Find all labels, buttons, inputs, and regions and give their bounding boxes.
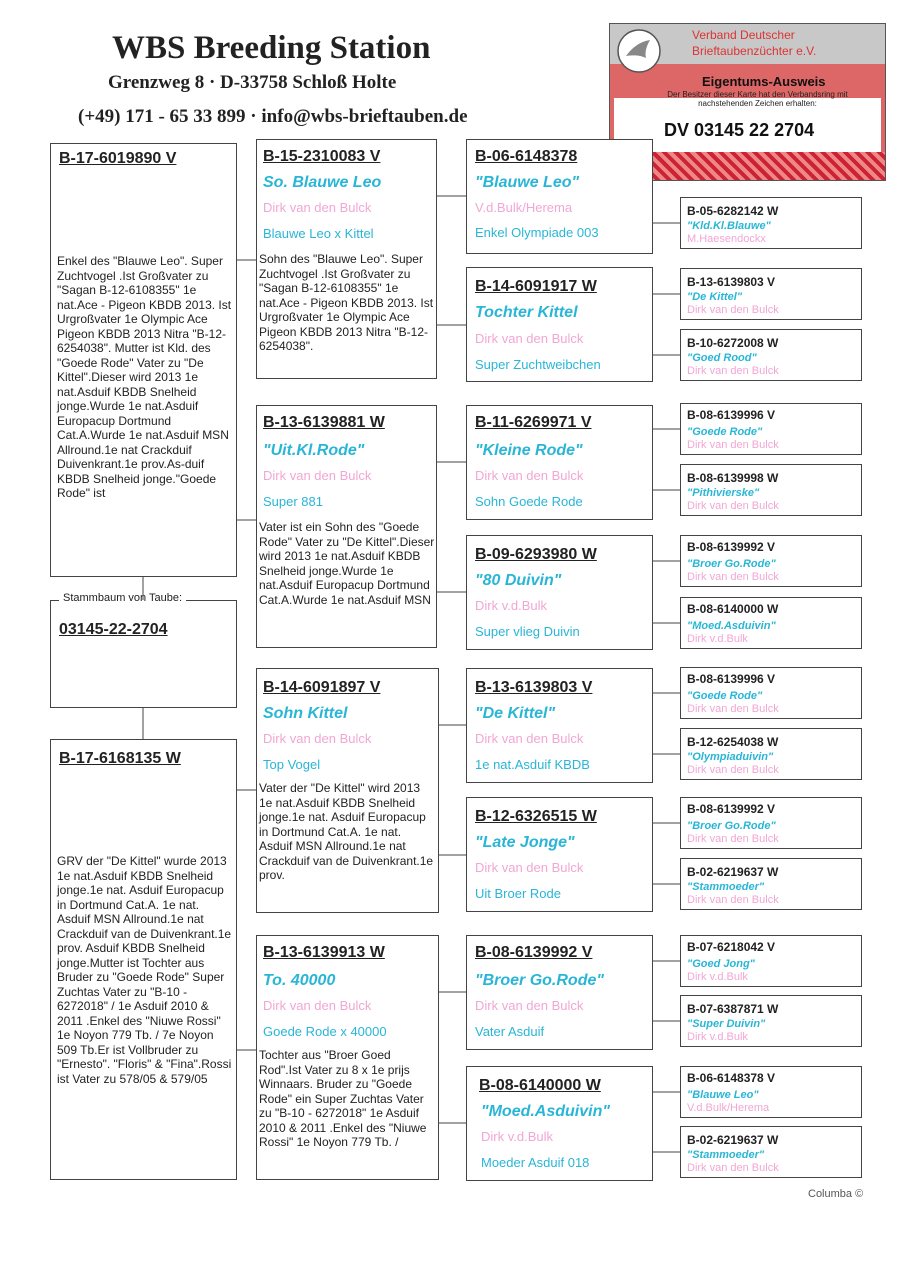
- gen3-note: 1e nat.Asduif KBDB: [475, 757, 590, 772]
- breeder-contact: (+49) 171 - 65 33 899 · info@wbs-brieftauben.de: [78, 106, 468, 127]
- gen4-name: "Goed Jong": [687, 958, 755, 970]
- gen2-ring: B-13-6139913 W: [263, 944, 385, 961]
- gen3-ring: B-08-6139992 V: [475, 944, 593, 961]
- sire-description: Enkel des "Blauwe Leo". Super Zuchtvogel .Ist Großvater zu "Sagan B-12-6108355" 1e nat.Ace - Pigeon KBDB 2013. Ist Urgroßvater 1e Olympic Ace Pigeon KBDB 2013 Nitra "B-12-6254038". Mutter ist Kld. des "Goede Rode" Vater zu "De Kittel".Dieser wird 2013 1e nat.Asduif KBDB Snelheid jonge.Wurde 1e nat.Asduif Europacup Dortmund Cat.A.Wurde 1e nat.Asduif MSN Allround.1e nat Crackduif Duivenkrant.1e prov.As-duif KBDB Snelheid jonge."Goede Rode" ist: [57, 254, 232, 500]
- gen4-breeder: Dirk v.d.Bulk: [687, 971, 748, 983]
- gen4-name: "Blauwe Leo": [687, 1089, 759, 1101]
- gen3-note: Super vlieg Duivin: [475, 624, 580, 639]
- gen3-ring: B-09-6293980 W: [475, 546, 597, 563]
- gen4-breeder: Dirk van den Bulck: [687, 703, 779, 715]
- gen4-breeder: Dirk v.d.Bulk: [687, 1031, 748, 1043]
- gen4-breeder: Dirk van den Bulck: [687, 833, 779, 845]
- gen4-ring: B-08-6139998 W: [687, 471, 779, 485]
- gen4-breeder: Dirk van den Bulck: [687, 365, 779, 377]
- gen2-note: Blauwe Leo x Kittel: [263, 226, 374, 241]
- gen2-description: Vater der "De Kittel" wird 2013 1e nat.Asduif KBDB Snelheid jonge.1e nat. Asduif Europacup in Dortmund Cat.A. 1e nat. Asduif MSN Allround.1e nat Crackduif van de Duivenkrant.1e prov.: [259, 781, 434, 882]
- gen2-note: Top Vogel: [263, 757, 321, 772]
- dam-ring: B-17-6168135 W: [59, 750, 181, 767]
- card-org-line1: Verband Deutscher: [692, 28, 795, 42]
- gen3-name: "80 Duivin": [475, 572, 562, 589]
- subject-label: Stammbaum von Taube:: [59, 592, 186, 604]
- gen2-description: Vater ist ein Sohn des "Goede Rode" Vater zu "De Kittel".Dieser wird 2013 1e nat.Asduif KBDB Snelheid jonge.Wurde 1e nat.Asduif Europacup Dortmund Cat.A.Wurde 1e nat.Asduif MSN: [259, 520, 435, 607]
- gen3-breeder: Dirk v.d.Bulk: [481, 1129, 553, 1144]
- gen4-name: "Broer Go.Rode": [687, 558, 776, 570]
- gen3-ring: B-06-6148378: [475, 148, 578, 165]
- gen3-breeder: Dirk van den Bulck: [475, 731, 584, 746]
- gen2-name: So. Blauwe Leo: [263, 174, 382, 191]
- gen4-name: "Moed.Asduivin": [687, 620, 776, 632]
- gen4-ring: B-08-6140000 W: [687, 602, 779, 616]
- gen4-name: "Goede Rode": [687, 690, 763, 702]
- card-number: DV 03145 22 2704: [664, 120, 815, 140]
- gen3-ring: B-13-6139803 V: [475, 679, 593, 696]
- footer-credit: Columba ©: [808, 1188, 864, 1200]
- gen3-note: Sohn Goede Rode: [475, 494, 583, 509]
- gen4-ring: B-05-6282142 W: [687, 204, 779, 218]
- dam-description: GRV der "De Kittel" wurde 2013 1e nat.Asduif KBDB Snelheid jonge.1e nat. Asduif Europacup in Dortmund Cat.A. 1e nat. Asduif MSN Allround.1e nat Crackduif van de Duivenkrant.1e prov. Asduif KBDB Snelheid jonge.Mutter ist Tochter aus Bruder zu "Goede Rode" Super Zuchtas Vater zu "B-10 - 6272018" / 1e Asduif 2010 & 2011 .Enkel des "Niuwe Rossi" 1e Noyon 779 Tb. / 7e Noyon 509 Tb.Er ist Vollbruder zu "Ernesto". "Floris" & "Fina".Rossi ist Vater zu 578/05 & 579/05: [57, 854, 232, 1086]
- gen3-note: Super Zuchtweibchen: [475, 357, 601, 372]
- card-text: Der Besitzer dieser Karte hat den Verbandsring mit nachstehenden Zeichen erhalten:: [667, 90, 848, 108]
- gen4-name: "Goed Rood": [687, 352, 757, 364]
- gen4-breeder: Dirk van den Bulck: [687, 571, 779, 583]
- gen4-breeder: Dirk van den Bulck: [687, 304, 779, 316]
- subject-ring: 03145-22-2704: [59, 621, 168, 638]
- gen2-name: "Uit.Kl.Rode": [263, 442, 365, 459]
- gen3-name: "Kleine Rode": [475, 442, 583, 459]
- gen2-breeder: Dirk van den Bulck: [263, 468, 372, 483]
- gen3-note: Vater Asduif: [475, 1024, 545, 1039]
- gen2-breeder: Dirk van den Bulck: [263, 200, 372, 215]
- gen2-note: Super 881: [263, 494, 323, 509]
- gen3-ring: B-08-6140000 W: [479, 1077, 601, 1094]
- gen4-ring: B-02-6219637 W: [687, 865, 779, 879]
- gen2-note: Goede Rode x 40000: [263, 1024, 387, 1039]
- gen4-breeder: Dirk van den Bulck: [687, 1162, 779, 1174]
- gen3-name: Tochter Kittel: [475, 304, 578, 321]
- gen3-ring: B-14-6091917 W: [475, 278, 597, 295]
- gen4-breeder: Dirk van den Bulck: [687, 439, 779, 451]
- gen3-ring: B-11-6269971 V: [475, 414, 592, 431]
- gen4-ring: B-08-6139992 V: [687, 540, 776, 554]
- gen3-name: "Moed.Asduivin": [481, 1103, 610, 1120]
- gen4-breeder: V.d.Bulk/Herema: [687, 1102, 770, 1114]
- gen4-ring: B-07-6387871 W: [687, 1002, 779, 1016]
- gen4-name: "Pithivierske": [687, 487, 760, 499]
- gen4-ring: B-08-6139996 V: [687, 672, 776, 686]
- gen4-name: "Olympiaduivin": [687, 751, 774, 763]
- gen2-description: Tochter aus "Broer Goed Rod".Ist Vater zu 8 x 1e prijs Winnaars. Bruder zu "Goede Rode" ein Super Zuchtas Vater zu "B-10 - 6272018" 1e Asduif 2010 & 2011 .Enkel des "Niuwe Rossi" 1e Noyon 779 Tb. /: [259, 1048, 427, 1149]
- gen2-description: Sohn des "Blauwe Leo". Super Zuchtvogel .Ist Großvater zu "Sagan B-12-6108355" 1e nat.Ace - Pigeon KBDB 2013. Ist Urgroßvater 1e Olympic Ace Pigeon KBDB 2013 Nitra "B-12-6254038".: [259, 252, 434, 353]
- gen2-name: To. 40000: [263, 972, 336, 989]
- card-org-line2: Brieftaubenzüchter e.V.: [692, 44, 817, 58]
- gen2-breeder: Dirk van den Bulck: [263, 998, 372, 1013]
- gen3-ring: B-12-6326515 W: [475, 808, 597, 825]
- gen4-name: "Stammoeder": [687, 881, 765, 893]
- gen3-breeder: Dirk van den Bulck: [475, 468, 584, 483]
- gen4-ring: B-02-6219637 W: [687, 1133, 779, 1147]
- gen4-breeder: Dirk van den Bulck: [687, 894, 779, 906]
- gen4-name: "Stammoeder": [687, 1149, 765, 1161]
- gen2-ring: B-15-2310083 V: [263, 148, 381, 165]
- gen3-name: "Late Jonge": [475, 834, 575, 851]
- breeder-title: WBS Breeding Station: [112, 30, 431, 66]
- gen4-breeder: Dirk van den Bulck: [687, 500, 779, 512]
- gen3-name: "Broer Go.Rode": [475, 972, 604, 989]
- gen4-name: "Kld.Kl.Blauwe": [687, 220, 771, 232]
- gen2-ring: B-14-6091897 V: [263, 679, 381, 696]
- gen4-ring: B-12-6254038 W: [687, 735, 779, 749]
- gen4-ring: B-06-6148378 V: [687, 1071, 776, 1085]
- gen4-name: "Super Duivin": [687, 1018, 766, 1030]
- gen3-note: Enkel Olympiade 003: [475, 225, 599, 240]
- gen4-breeder: Dirk van den Bulck: [687, 764, 779, 776]
- gen3-name: "De Kittel": [475, 705, 556, 722]
- gen4-ring: B-08-6139992 V: [687, 802, 776, 816]
- gen3-name: "Blauwe Leo": [475, 174, 580, 191]
- sire-ring: B-17-6019890 V: [59, 150, 177, 167]
- card-heading: Eigentums-Ausweis: [702, 74, 826, 89]
- gen3-breeder: Dirk van den Bulck: [475, 331, 584, 346]
- gen3-note: Uit Broer Rode: [475, 886, 561, 901]
- gen4-ring: B-07-6218042 V: [687, 940, 776, 954]
- gen4-ring: B-08-6139996 V: [687, 408, 776, 422]
- gen4-name: "Goede Rode": [687, 426, 763, 438]
- gen3-note: Moeder Asduif 018: [481, 1155, 590, 1170]
- gen3-breeder: Dirk van den Bulck: [475, 998, 584, 1013]
- breeder-address: Grenzweg 8 · D-33758 Schloß Holte: [108, 72, 397, 93]
- gen4-ring: B-13-6139803 V: [687, 275, 776, 289]
- gen4-name: "De Kittel": [687, 291, 743, 303]
- gen4-breeder: Dirk v.d.Bulk: [687, 633, 748, 645]
- gen3-breeder: Dirk van den Bulck: [475, 860, 584, 875]
- gen4-ring: B-10-6272008 W: [687, 336, 779, 350]
- gen3-breeder: Dirk v.d.Bulk: [475, 598, 547, 613]
- gen3-breeder: V.d.Bulk/Herema: [475, 200, 573, 215]
- gen4-breeder: M.Haesendockx: [687, 233, 766, 245]
- gen2-breeder: Dirk van den Bulck: [263, 731, 372, 746]
- gen2-name: Sohn Kittel: [263, 705, 348, 722]
- gen4-name: "Broer Go.Rode": [687, 820, 776, 832]
- gen2-ring: B-13-6139881 W: [263, 414, 385, 431]
